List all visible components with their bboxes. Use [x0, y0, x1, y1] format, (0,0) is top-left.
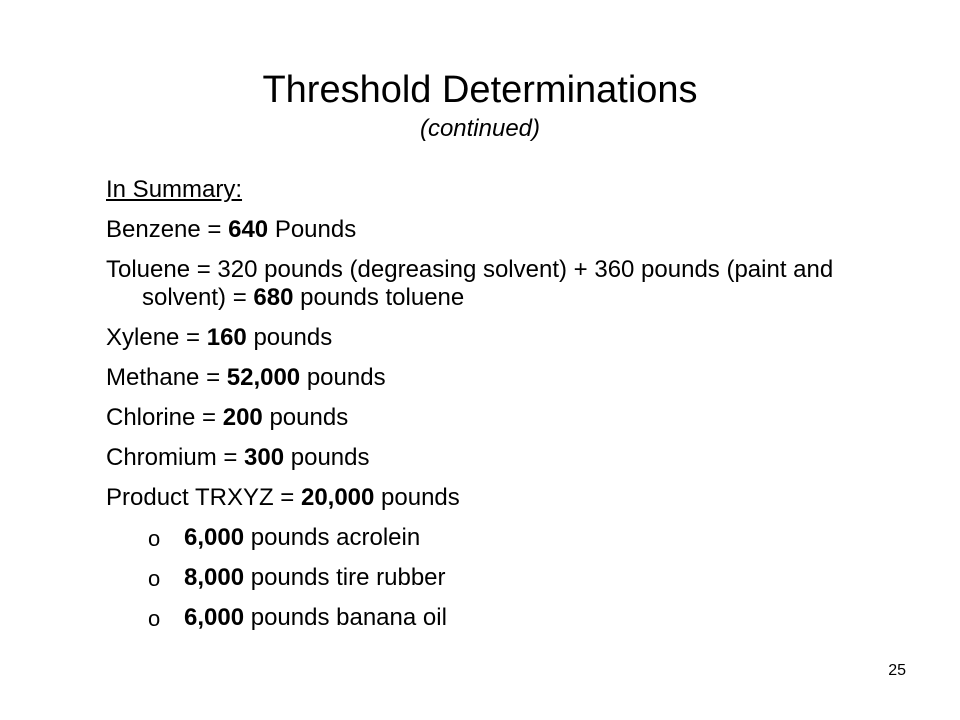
subitem-acrolein: o 6,000 pounds acrolein: [148, 524, 421, 551]
item-methane: Methane = 52,000 pounds: [106, 364, 386, 391]
slide-subtitle: (continued): [419, 115, 541, 142]
item-product-trxyz: Product TRXYZ = 20,000 pounds: [106, 484, 460, 511]
slide-title: Threshold Determinations: [262, 69, 698, 111]
bullet-circle-icon: o: [148, 526, 161, 551]
item-benzene: Benzene = 640 Pounds: [106, 216, 357, 243]
bullet-circle-icon: o: [148, 606, 161, 631]
page-number: 25: [888, 662, 906, 679]
item-toluene: Toluene = 320 pounds (degreasing solvent) + 360 pounds (paint and solvent) = 680 pounds toluene: [106, 256, 834, 311]
summary-content: [106, 176, 866, 644]
item-chlorine: Chlorine = 200 pounds: [106, 404, 349, 431]
summary-heading: In Summary:: [106, 176, 243, 203]
item-chromium: Chromium = 300 pounds: [106, 444, 370, 471]
bullet-circle-icon: o: [148, 566, 161, 591]
subitem-banana-oil: o 6,000 pounds banana oil: [148, 604, 447, 631]
subitem-tire-rubber: o 8,000 pounds tire rubber: [148, 564, 446, 591]
title-block: [0, 68, 960, 144]
item-xylene: Xylene = 160 pounds: [106, 324, 333, 351]
